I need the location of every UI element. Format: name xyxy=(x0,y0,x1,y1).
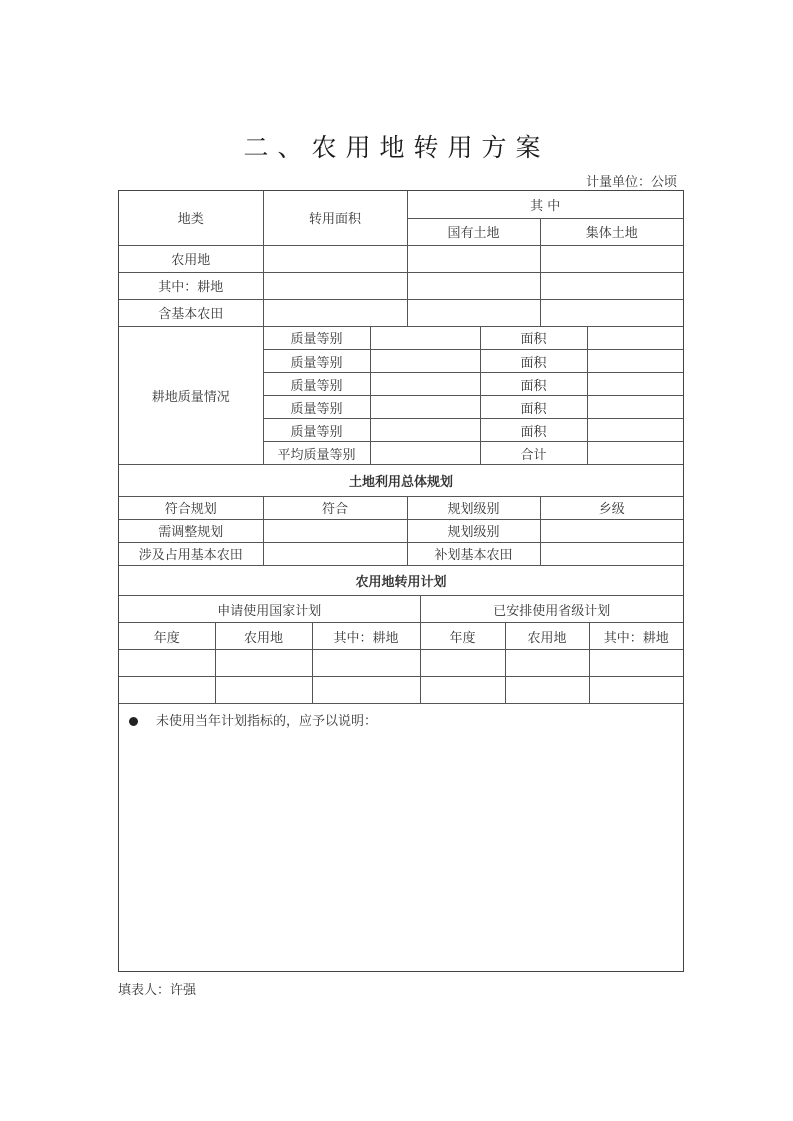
col-year: 年度 xyxy=(119,623,215,650)
cell-input[interactable] xyxy=(540,519,683,542)
cell-input[interactable] xyxy=(312,677,420,704)
area-label: 面积 xyxy=(480,350,587,373)
cell-input[interactable] xyxy=(263,519,407,542)
cell-input[interactable] xyxy=(505,677,589,704)
basic-farmland-label: 涉及占用基本农田 xyxy=(119,542,263,565)
col-farmland: 农用地 xyxy=(215,623,312,650)
note-text: 未使用当年计划指标的，应予以说明： xyxy=(156,714,378,729)
land-plan-header: 土地利用总体规划 xyxy=(119,465,683,496)
row-label-cultivated: 其中：耕地 xyxy=(119,272,263,299)
cell-input[interactable] xyxy=(407,299,540,326)
area-label: 面积 xyxy=(480,396,587,419)
row-label-farmland: 农用地 xyxy=(119,245,263,272)
bullet-icon xyxy=(129,717,138,726)
land-plan-table xyxy=(119,465,683,566)
cell-input[interactable] xyxy=(420,677,505,704)
cell-input[interactable] xyxy=(263,542,407,565)
note-area[interactable] xyxy=(119,704,683,975)
cell-input[interactable] xyxy=(263,245,407,272)
cell-input[interactable] xyxy=(540,245,683,272)
cell-input[interactable] xyxy=(587,373,683,396)
plan-level-value[interactable]: 乡级 xyxy=(540,496,683,519)
quality-label: 耕地质量情况 xyxy=(119,327,263,465)
cell-input[interactable] xyxy=(119,677,215,704)
col-year: 年度 xyxy=(420,623,505,650)
conversion-plan-header: 农用地转用计划 xyxy=(119,566,683,596)
header-land-type: 地类 xyxy=(119,191,263,245)
col-cultivated: 其中：耕地 xyxy=(312,623,420,650)
area-label: 面积 xyxy=(480,419,587,442)
cell-input[interactable] xyxy=(263,299,407,326)
provincial-plan-header: 已安排使用省级计划 xyxy=(420,596,683,623)
comply-label: 符合规划 xyxy=(119,496,263,519)
adjust-label: 需调整规划 xyxy=(119,519,263,542)
col-farmland: 农用地 xyxy=(505,623,589,650)
header-of-which: 其 中 xyxy=(407,191,683,218)
cell-input[interactable] xyxy=(505,650,589,677)
cell-input[interactable] xyxy=(370,419,480,442)
grade-label: 质量等别 xyxy=(263,373,370,396)
total-label: 合计 xyxy=(480,442,587,465)
avg-grade-label: 平均质量等别 xyxy=(263,442,370,465)
grade-label: 质量等别 xyxy=(263,396,370,419)
quality-table xyxy=(119,327,683,466)
comply-value[interactable]: 符合 xyxy=(263,496,407,519)
cell-input[interactable] xyxy=(589,677,683,704)
col-cultivated: 其中：耕地 xyxy=(589,623,683,650)
grade-label: 质量等别 xyxy=(263,419,370,442)
cell-input[interactable] xyxy=(587,350,683,373)
cell-input[interactable] xyxy=(407,245,540,272)
header-state-land: 国有土地 xyxy=(407,218,540,245)
filler-signature: 填表人：许强 xyxy=(118,983,197,998)
cell-input[interactable] xyxy=(215,677,312,704)
cell-input[interactable] xyxy=(370,350,480,373)
unit-label: 计量单位：公顷 xyxy=(585,175,677,190)
cell-input[interactable] xyxy=(587,327,683,350)
cell-input[interactable] xyxy=(370,442,480,465)
cell-input[interactable] xyxy=(540,272,683,299)
cell-input[interactable] xyxy=(119,650,215,677)
cell-input[interactable] xyxy=(540,542,683,565)
national-plan-header: 申请使用国家计划 xyxy=(119,596,420,623)
adjust-level-label: 规划级别 xyxy=(407,519,540,542)
area-label: 面积 xyxy=(480,327,587,350)
cell-input[interactable] xyxy=(215,650,312,677)
cell-input[interactable] xyxy=(587,442,683,465)
plan-level-label: 规划级别 xyxy=(407,496,540,519)
cell-input[interactable] xyxy=(263,272,407,299)
header-converted-area: 转用面积 xyxy=(263,191,407,245)
cell-input[interactable] xyxy=(370,327,480,350)
grade-label: 质量等别 xyxy=(263,350,370,373)
grade-label: 质量等别 xyxy=(263,327,370,350)
cell-input[interactable] xyxy=(587,419,683,442)
supplement-label: 补划基本农田 xyxy=(407,542,540,565)
header-collective-land: 集体土地 xyxy=(540,218,683,245)
conversion-plan-table xyxy=(119,566,683,705)
cell-input[interactable] xyxy=(370,373,480,396)
cell-input[interactable] xyxy=(420,650,505,677)
area-label: 面积 xyxy=(480,373,587,396)
cell-input[interactable] xyxy=(312,650,420,677)
page-title: 二、农用地转用方案 xyxy=(243,133,550,162)
cell-input[interactable] xyxy=(540,299,683,326)
cell-input[interactable] xyxy=(407,272,540,299)
cell-input[interactable] xyxy=(589,650,683,677)
row-label-basic-farmland: 含基本农田 xyxy=(119,299,263,326)
cell-input[interactable] xyxy=(587,396,683,419)
land-type-table xyxy=(119,191,683,327)
conversion-form xyxy=(118,190,684,972)
cell-input[interactable] xyxy=(370,396,480,419)
